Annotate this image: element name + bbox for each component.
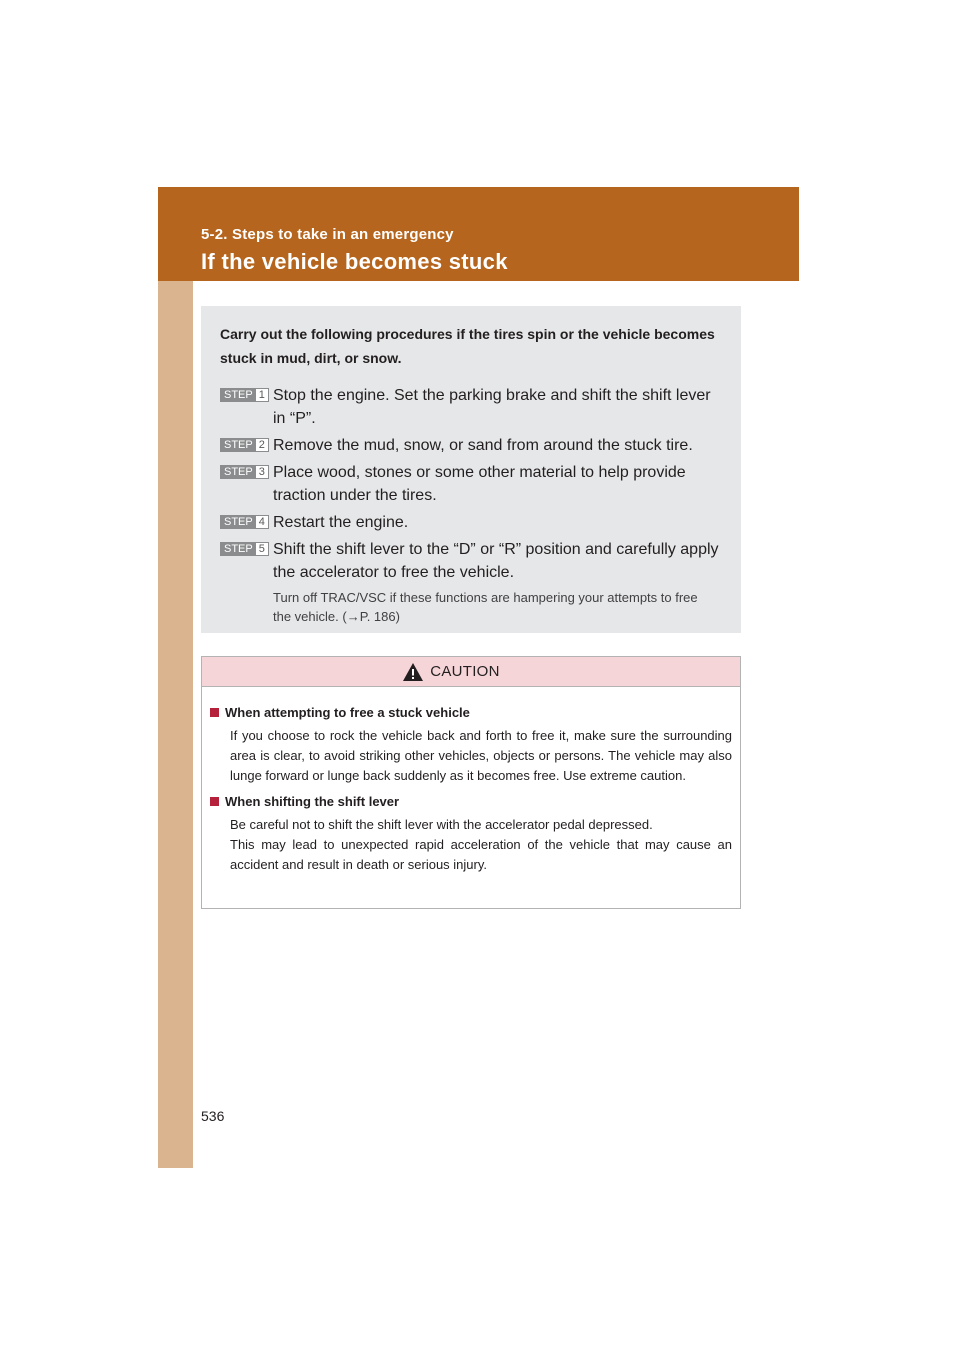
intro-text: Carry out the following procedures if the tires spin or the vehicle becomes stuck in mud, dirt, or snow.	[220, 326, 715, 366]
caution-item-title-text: When attempting to free a stuck vehicle	[225, 705, 470, 720]
step-note: Turn off TRAC/VSC if these functions are hampering your attempts to free the vehicle. (→P. 186)	[273, 590, 698, 624]
caution-item-title-text: When shifting the shift lever	[225, 794, 400, 809]
step-text: Stop the engine. Set the parking brake and shift the shift lever in “P”.	[273, 387, 711, 427]
step-number: 1	[256, 389, 268, 401]
page-number: 536	[201, 1108, 225, 1124]
step-number: 2	[256, 439, 268, 451]
step-number: 4	[256, 516, 268, 528]
step-badge	[220, 515, 269, 529]
warning-triangle-icon	[402, 662, 424, 682]
square-bullet-icon	[210, 708, 219, 717]
step-word: STEP	[221, 543, 256, 555]
step-5	[220, 538, 719, 584]
caution-box	[201, 656, 741, 909]
caution-header	[202, 657, 740, 687]
caution-item-text: Be careful not to shift the shift lever with the accelerator pedal depressed.	[230, 817, 653, 832]
caution-item-title	[210, 703, 732, 722]
step-word: STEP	[221, 389, 256, 401]
intro-box	[201, 306, 741, 633]
page-title: If the vehicle becomes stuck	[201, 249, 508, 274]
step-word: STEP	[221, 516, 256, 528]
step-badge	[220, 465, 269, 479]
square-bullet-icon	[210, 797, 219, 806]
step-number: 3	[256, 466, 268, 478]
step-word: STEP	[221, 466, 256, 478]
section-label: 5-2. Steps to take in an emergency	[201, 226, 454, 243]
step-badge	[220, 542, 269, 556]
step-text: Remove the mud, snow, or sand from around the stuck tire.	[273, 437, 693, 454]
step-badge	[220, 438, 269, 452]
step-1	[220, 384, 719, 430]
step-word: STEP	[221, 439, 256, 451]
caution-item-text: If you choose to rock the vehicle back and forth to free it, make sure the surrounding area is clear, to avoid striking other vehicles, objects or persons. The vehicle may also lunge forward or lunge back suddenly as it becomes free. Use extreme caution.	[230, 728, 732, 783]
side-tab	[158, 187, 193, 1168]
step-3	[220, 461, 719, 507]
caution-item-text: This may lead to unexpected rapid acceleration of the vehicle that may cause an accident and result in death or serious injury.	[230, 837, 732, 872]
step-text: Restart the engine.	[273, 514, 409, 531]
caution-item-title	[210, 792, 732, 811]
step-4	[220, 511, 719, 534]
caution-body	[202, 687, 740, 875]
step-badge	[220, 388, 269, 402]
caution-label: CAUTION	[430, 663, 500, 680]
step-text: Shift the shift lever to the “D” or “R” position and carefully apply the accelerator to free the vehicle.	[273, 541, 719, 581]
step-2	[220, 434, 719, 457]
step-number: 5	[256, 543, 268, 555]
step-text: Place wood, stones or some other material to help provide traction under the tires.	[273, 464, 686, 504]
